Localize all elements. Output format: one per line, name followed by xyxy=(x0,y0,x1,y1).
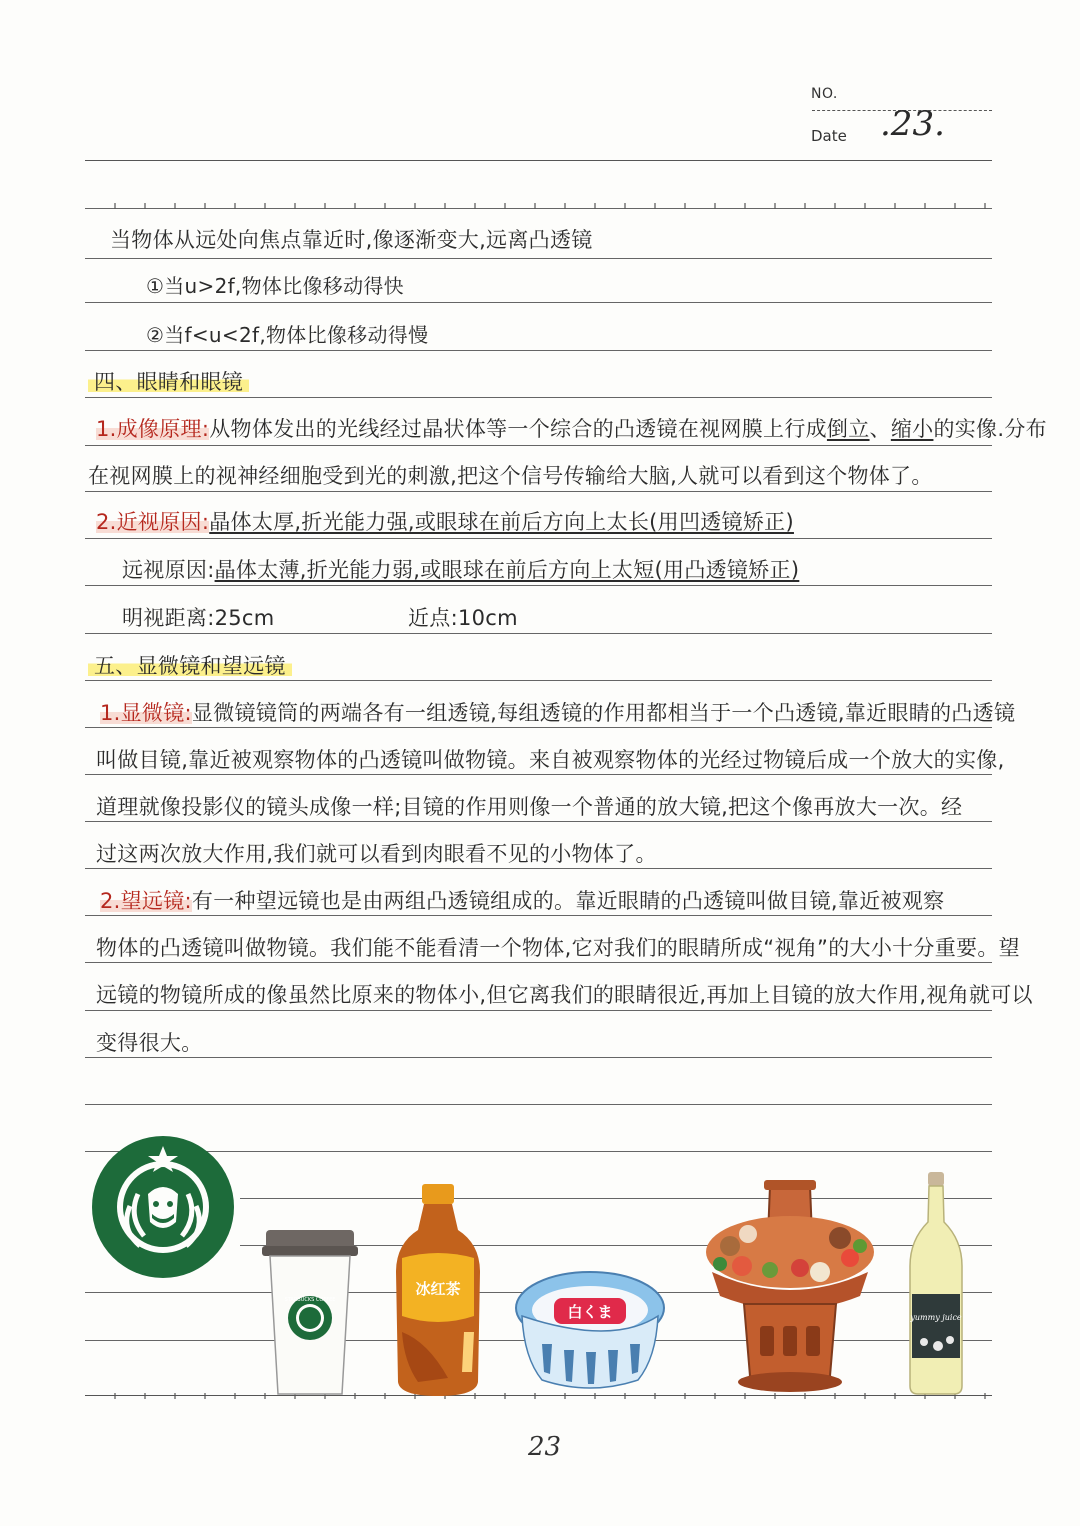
ruled-line xyxy=(85,1104,992,1105)
ruled-line xyxy=(85,445,992,446)
note-line: 近点:10cm xyxy=(408,606,518,630)
note-line: 在视网膜上的视神经细胞受到光的刺激,把这个信号传输给大脑,人就可以看到这个物体了。 xyxy=(88,464,933,488)
ruled-line xyxy=(85,727,992,728)
item-text-underlined: 倒立 xyxy=(826,417,870,441)
section-heading-text: 五、显微镜和望远镜 xyxy=(88,654,292,678)
item-text: 晶体太厚,折光能力强,或眼球在前后方向上太长(用凹透镜矫正) xyxy=(209,510,794,534)
ice-label-text: 白くま xyxy=(567,1303,613,1321)
date-value: .23. xyxy=(880,104,945,144)
ruled-line xyxy=(85,302,992,303)
ruled-line xyxy=(85,1010,992,1011)
section-heading xyxy=(88,368,249,396)
ruled-line xyxy=(85,962,992,963)
ruled-line xyxy=(85,1057,992,1058)
juice-bottle-icon xyxy=(904,1170,968,1396)
page-number: 23 xyxy=(528,1432,562,1462)
note-line: ①当u>2f,物体比像移动得快 xyxy=(146,274,404,298)
ruled-line xyxy=(85,350,992,351)
ice-cream-cup-icon xyxy=(512,1268,668,1392)
cup-logo-text: STARBUCKS COFFEE xyxy=(284,1297,336,1303)
note-line xyxy=(100,699,1015,727)
coffee-logo-icon xyxy=(90,1134,236,1280)
ruled-line xyxy=(85,821,992,822)
juice-label-text: yummy juice xyxy=(910,1313,962,1322)
item-label: 1.成像原理: xyxy=(96,417,210,441)
coffee-cup-icon xyxy=(262,1226,358,1398)
item-text: 晶体太薄,折光能力弱,或眼球在前后方向上太短(用凸透镜矫正) xyxy=(214,558,800,582)
note-line xyxy=(96,415,1047,443)
ruled-line xyxy=(85,397,992,398)
ruled-line xyxy=(85,538,992,539)
item-label: 远视原因: xyxy=(122,558,215,582)
note-line xyxy=(100,887,944,915)
item-text: 、 xyxy=(869,417,891,441)
hot-pot-icon xyxy=(700,1176,880,1396)
ruled-line xyxy=(85,160,992,161)
no-label: NO. xyxy=(811,86,838,102)
note-line: ②当f<u<2f,物体比像移动得慢 xyxy=(146,323,429,347)
item-label: 2.近视原因: xyxy=(96,510,210,534)
item-text-underlined: 缩小 xyxy=(890,417,934,441)
note-line: 过这两次放大作用,我们就可以看到肉眼看不见的小物体了。 xyxy=(96,842,657,866)
item-text: 的实像.分布 xyxy=(933,417,1047,441)
tick-marks xyxy=(85,203,992,209)
note-line: 物体的凸透镜叫做物镜。我们能不能看清一个物体,它对我们的眼睛所成“视角”的大小十分重要。望 xyxy=(96,936,1020,960)
ruled-line xyxy=(85,774,992,775)
item-text: 显微镜镜筒的两端各有一组透镜,每组透镜的作用都相当于一个凸透镜,靠近眼睛的凸透镜 xyxy=(191,701,1016,725)
note-line: 明视距离:25cm xyxy=(122,606,275,630)
note-line: 当物体从远处向焦点靠近时,像逐渐变大,远离凸透镜 xyxy=(110,228,593,252)
ruled-line xyxy=(85,915,992,916)
tea-label-text: 冰红茶 xyxy=(415,1280,461,1298)
note-line: 变得很大。 xyxy=(96,1031,203,1055)
note-line: 远镜的物镜所成的像虽然比原来的物体小,但它离我们的眼睛很近,再加上目镜的放大作用,视角就可以 xyxy=(96,983,1033,1007)
note-line: 道理就像投影仪的镜头成像一样;目镜的作用则像一个普通的放大镜,把这个像再放大一次。经 xyxy=(96,795,963,819)
ruled-line xyxy=(85,868,992,869)
date-label: Date xyxy=(811,127,847,145)
item-text: 从物体发出的光线经过晶状体等一个综合的凸透镜在视网膜上行成 xyxy=(209,417,827,441)
item-label: 2.望远镜: xyxy=(100,889,192,913)
ruled-line xyxy=(85,633,992,634)
item-text: 有一种望远镜也是由两组凸透镜组成的。靠近眼睛的凸透镜叫做目镜,靠近被观察 xyxy=(191,889,945,913)
tea-bottle-icon xyxy=(388,1182,488,1398)
note-line xyxy=(96,508,794,536)
note-line xyxy=(122,556,799,584)
note-line: 叫做目镜,靠近被观察物体的凸透镜叫做物镜。来自被观察物体的光经过物镜后成一个放大的实像, xyxy=(96,748,1005,772)
section-heading-text: 四、眼睛和眼镜 xyxy=(88,370,249,394)
ruled-line xyxy=(85,258,992,259)
ruled-line xyxy=(85,585,992,586)
ruled-line xyxy=(85,680,992,681)
section-heading xyxy=(88,652,292,680)
ruled-line xyxy=(85,491,992,492)
item-label: 1.显微镜: xyxy=(100,701,192,725)
